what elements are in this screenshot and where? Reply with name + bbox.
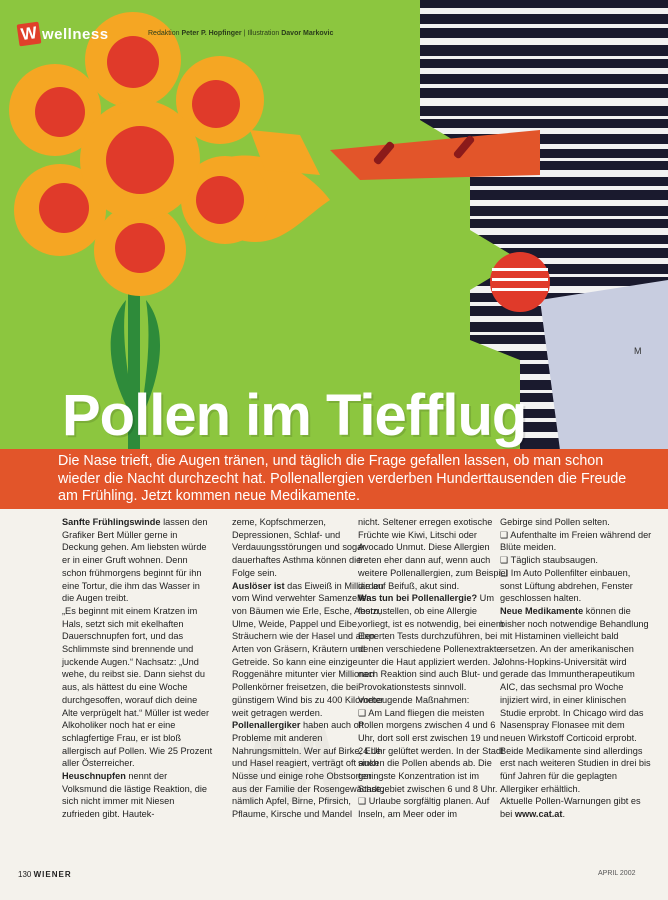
page-footer [18,870,72,879]
run-in-heading: Neue Medikamente [500,605,584,616]
run-in-heading: Was tun bei Pollenallergie? [358,593,478,604]
credits-redaktion-name: Peter P. Hopfinger [181,30,242,37]
paragraph-text: Um festzustellen, ob eine Allergie vorliegt, ist es notwendig, bei einem Experten Tests durchzuführen, bei denen verschiedene Pollenextrakte unter die Haut appliziert werden. Je nach Reaktion sind auch Blut- und Provokationstests sinnvoll. Vorbeugende Maßnahmen: [358,593,504,705]
run-in-heading: Pollenallergiker [232,720,301,731]
credits-redaktion-label: Redaktion [148,30,180,37]
text-column-3 [358,516,508,821]
paragraph: Gebirge sind Pollen selten. [500,517,610,527]
section-logo-letter: W [17,22,42,47]
bullet-item: ❑ Täglich staubsaugen. [500,555,598,566]
paragraph [358,592,508,706]
credits-separator: | [243,30,248,37]
text-column-1 [62,516,214,821]
section-header [18,22,109,46]
credits-illustration-label: Illustration [247,30,280,37]
paragraph-text: das Eiweiß in Milliarden vom Wind verwehter Samenzellen von Bäumen wie Erle, Esche, Ahorn, Ulme, Weide, Pappel und Eibe, Sträuchern wie der Hasel und allen Arten von Gräsern, Kräutern und Getreide. So kann eine einzige Roggenähre mitunter vier Millionen Pollenkörner freisetzen, die bei günstigem Wind bis zu 400 Kilometer weit getragen werden. [232,580,384,718]
article-lead: Die Nase trieft, die Augen tränen, und täglich die Frage gefallen lassen, ob man schon wieder die Nacht durchzecht hat. Pollenallergien verderben Hunderttausenden die Freude am Frühling. Jetzt kommen neue Medikamente. [58,453,627,504]
paragraph: zeme, Kopfschmerzen, Depressionen, Schlaf- und Verdauungsstörungen und sogar dauerhaftes Asthma können die Folge sein. [232,517,366,578]
magazine-name: WIENER [33,870,72,879]
paragraph-text: nennt der Volksmund die lästige Reaktion, die sich nicht immer mit Niesen zufrieden gibt. Hautek- [62,771,208,820]
paragraph-text: . [562,809,566,820]
run-in-heading: Sanfte Frühlingswinde [62,517,161,527]
run-in-heading: Heuschnupfen [62,771,126,782]
paragraph [500,605,652,745]
paragraph-text: haben auch oft Probleme mit anderen Nahrungsmitteln. Wer auf Birke, Erle und Hasel reagiert, verträgt oft auch Nüsse und einige rohe Obstsorten aus der Familie der Rosengewächse, nämlich Apfel, Birne, Pfirsich, Pflaume, Kirsche und Mandel [232,720,384,820]
paragraph [500,795,652,820]
bullet-item: ❑ Urlaube sorgfältig planen. Auf Inseln, am Meer oder im [358,796,490,820]
credits-illustration-name: Davor Markovic [281,30,334,37]
paragraph [62,516,214,605]
paragraph [62,770,214,821]
paragraph: nicht. Seltener erregen exotische Früchte wie Kiwi, Litschi oder Avocado Unmut. Diese Allergien treten eher dann auf, wenn auch weitere Pollenallergien, zum Beispiel die auf Beifuß, akut sind. [358,517,508,591]
page-number: 130 [18,870,32,879]
bullet-item: ❑ Aufenthalte im Freien während der Blüte meiden. [500,529,652,553]
paragraph: „Es beginnt mit einem Kratzen im Hals, setzt sich mit ekelhaften Dauerschnupfen fort, und das Schlimmste sind brennende und juckende Augen.“ Nachsatz: „Und wehe, du reibst sie. Dann siehst du aus, als hättest du eine Woche durchgesoffen, worauf dich deine Alte verprügelt hat.“ Müller ist weder Alkoholiker noch hat er eine schlagfertige Frau, er ist bloß allergisch auf Pollen. Wie 25 Prozent aller Österreicher. [62,605,213,769]
bullet-item: ❑ Im Auto Pollenfilter einbauen, sonst Lüftung abdrehen, Fenster geschlossen halten. [500,567,633,604]
run-in-heading: Auslöser ist [232,580,285,591]
pollen-warning-link[interactable]: www.cat.at [514,809,563,820]
paragraph-text: können die bisher noch notwendige Behandlung mit Histaminen vielleicht bald ersetzen. An der amerikanischen Johns-Hopkins-Universität wird gerade das Immuntherapeutikum AIC, das sechsmal pro Woche injiziert wird, in einer klinischen Studie erprobt. In Chicago wird das Nasenspray Flonasee mit dem neuen Wirkstoff Corticoid erprobt. [500,605,649,743]
bullet-item: ❑ Am Land fliegen die meisten Pollen morgens zwischen 4 und 6 Uhr, dort soll erst zwischen 19 und 24 Uhr gelüftet werden. In der Stadt sinken die Pollen abends ab. Die geringste Konzentration ist im Stadtgebiet zwischen 6 und 8 Uhr. [358,707,504,794]
paragraph-text: Aktuelle Pollen-Warnungen gibt es bei [500,796,641,820]
text-column-4 [500,516,652,821]
credits-line [148,30,333,37]
issue-date: APRIL 2002 [598,870,636,877]
svg-text:M: M [634,346,642,356]
paragraph: Beide Medikamente sind allerdings erst nach weiteren Studien in drei bis fünf Jahren für die geplagten Allergiker erhältlich. [500,745,651,794]
section-name: wellness [42,25,109,43]
paragraph-text: lassen den Grafiker Bert Müller gerne in Deckung gehen. Am liebsten würde er in einer Gruft wohnen. Denn schon frühmorgens beginnt für ihn eine Tortur, die ihm das Wasser in die Augen treibt. [62,517,208,604]
article-headline: Pollen im Tiefflug [62,383,527,448]
